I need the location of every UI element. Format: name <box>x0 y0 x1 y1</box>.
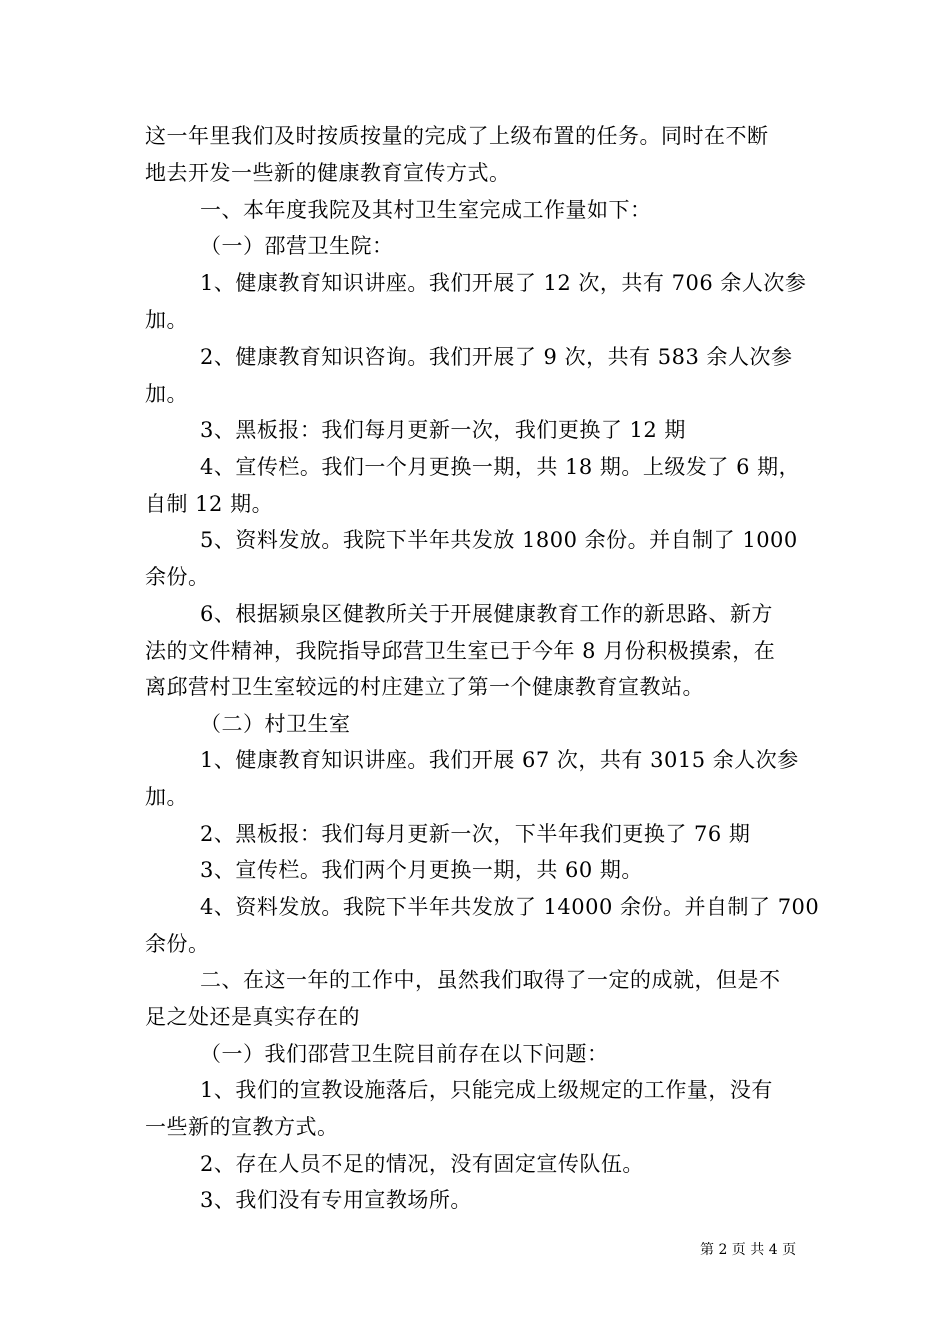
text-line-27: 1、我们的宣教设施落后，只能完成上级规定的工作量，没有 <box>200 1078 773 1102</box>
subsection-heading-2: （二）村卫生室 <box>200 712 351 736</box>
text-line-19: 加。 <box>145 785 188 809</box>
text-line-10: 4、宣传栏。我们一个月更换一期，共 18 期。上级发了 6 期， <box>200 455 801 479</box>
text-line-29: 2、存在人员不足的情况，没有固定宣传队伍。 <box>200 1152 644 1176</box>
text-line-23: 余份。 <box>145 932 210 956</box>
section-heading-2: 二、在这一年的工作中，虽然我们取得了一定的成就，但是不 <box>200 968 781 992</box>
text-line-20: 2、黑板报：我们每月更新一次，下半年我们更换了 76 期 <box>200 822 751 846</box>
page-indicator: 第 2 页 共 4 页 <box>700 1242 797 1258</box>
text-line-8: 加。 <box>145 382 188 406</box>
text-line-5: 1、健康教育知识讲座。我们开展了 12 次，共有 706 余人次参 <box>200 271 807 295</box>
text-line-13: 余份。 <box>145 565 210 589</box>
text-line-21: 3、宣传栏。我们两个月更换一期，共 60 期。 <box>200 858 643 882</box>
text-line-12: 5、资料发放。我院下半年共发放 1800 余份。并自制了 1000 <box>200 528 798 552</box>
text-line-7: 2、健康教育知识咨询。我们开展了 9 次，共有 583 余人次参 <box>200 345 793 369</box>
text-line-11: 自制 12 期。 <box>145 492 274 516</box>
text-line-22: 4、资料发放。我院下半年共发放了 14000 余份。并自制了 700 <box>200 895 820 919</box>
text-line-2: 地去开发一些新的健康教育宣传方式。 <box>145 161 511 185</box>
text-line-9: 3、黑板报：我们每月更新一次，我们更换了 12 期 <box>200 418 686 442</box>
text-line-6: 加。 <box>145 308 188 332</box>
section-heading-1: 一、本年度我院及其村卫生室完成工作量如下： <box>200 198 652 222</box>
text-line-28: 一些新的宣教方式。 <box>145 1115 339 1139</box>
text-line-25: 足之处还是真实存在的 <box>145 1005 360 1029</box>
subsection-heading-1: （一）邵营卫生院： <box>200 234 394 258</box>
text-line-14: 6、根据颍泉区健教所关于开展健康教育工作的新思路、新方 <box>200 602 773 626</box>
text-line-16: 离邱营村卫生室较远的村庄建立了第一个健康教育宣教站。 <box>145 675 704 699</box>
text-line-15: 法的文件精神，我院指导邱营卫生室已于今年 8 月份积极摸索，在 <box>145 639 776 663</box>
text-line-1: 这一年里我们及时按质按量的完成了上级布置的任务。同时在不断 <box>145 124 769 148</box>
subsection-heading-3: （一）我们邵营卫生院目前存在以下问题： <box>200 1042 609 1066</box>
text-line-30: 3、我们没有专用宣教场所。 <box>200 1188 472 1212</box>
text-line-18: 1、健康教育知识讲座。我们开展 67 次，共有 3015 余人次参 <box>200 748 799 772</box>
